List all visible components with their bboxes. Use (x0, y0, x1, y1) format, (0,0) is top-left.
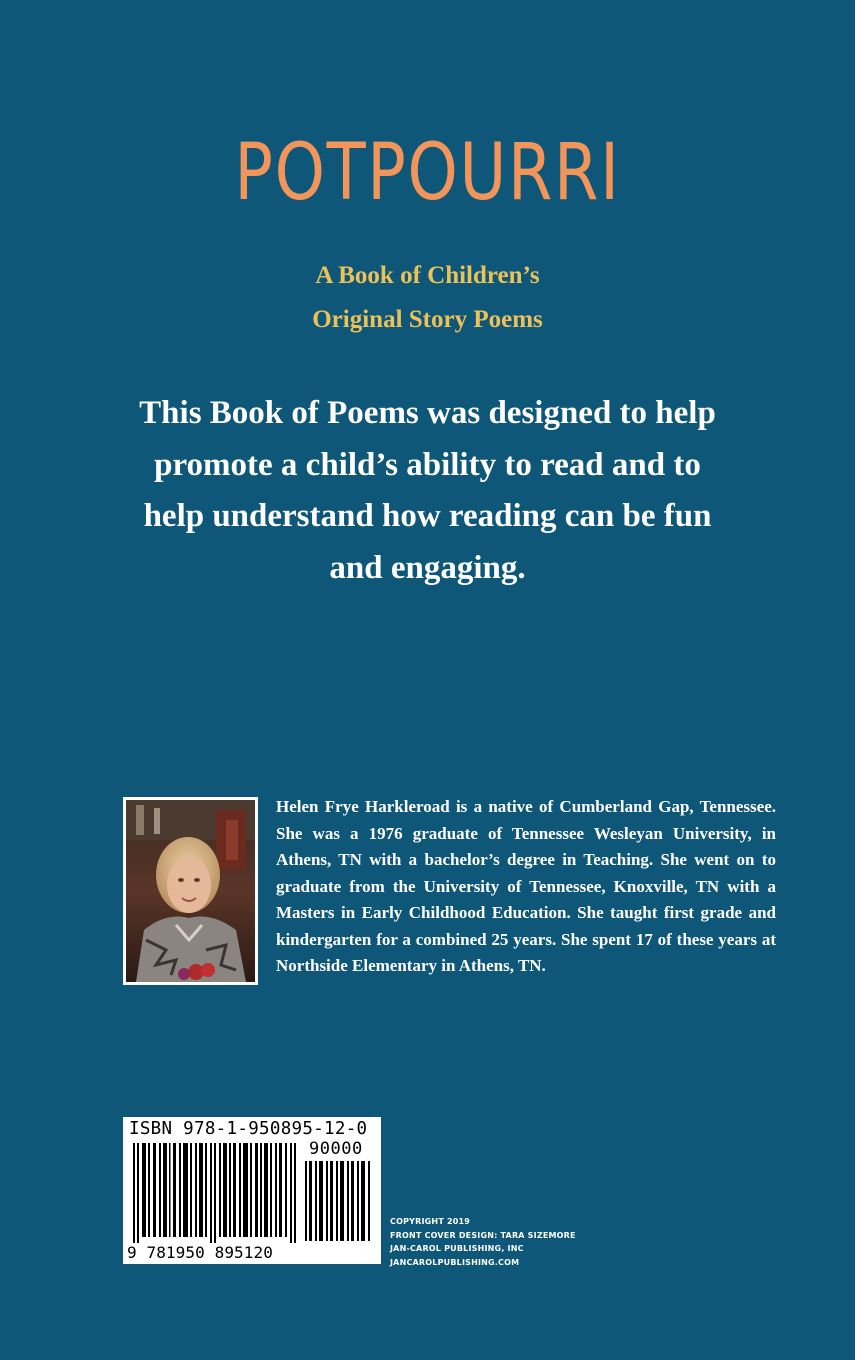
isbn-barcode (123, 1117, 381, 1264)
author-bio: Helen Frye Harkleroad is a native of Cumberland Gap, Tennessee. She was a 1976 graduate of Tennessee Wesleyan University, in Athens, TN with a bachelor’s degree in Teaching. She went on to graduate from the University of Tennessee, Knoxville, TN with a Masters in Early Childhood Education. She taught first grade and kindergarten for a combined 25 years. She spent 17 of these years at Northside Elementary in Athens, TN. (276, 797, 776, 975)
ean-barcode-bars (131, 1143, 299, 1243)
publisher-line: JAN-CAROL PUBLISHING, INC (390, 1244, 524, 1253)
book-subtitle (0, 254, 855, 342)
publisher-website: JANCAROLPUBLISHING.COM (390, 1257, 520, 1267)
book-title: POTPOURRI (234, 128, 621, 218)
ean-digits: 9 781950 895120 (127, 1243, 273, 1262)
isbn-text: ISBN 978-1-950895-12-0 (129, 1119, 368, 1139)
author-photo-frame (123, 797, 258, 985)
copyright-line: COPYRIGHT 2019 (390, 1217, 471, 1226)
price-code: 90000 (309, 1139, 363, 1159)
subtitle-line-1: A Book of Children’s (315, 262, 540, 289)
cover-design-line: FRONT COVER DESIGN: TARA SIZEMORE (390, 1230, 576, 1240)
book-description: This Book of Poems was designed to help promote a child’s ability to read and to help understand how reading can be fun and engaging. (139, 395, 716, 586)
publisher-credits (390, 1215, 576, 1269)
author-photo (126, 800, 255, 982)
price-barcode-bars (303, 1161, 375, 1241)
subtitle-line-2: Original Story Poems (312, 306, 543, 333)
